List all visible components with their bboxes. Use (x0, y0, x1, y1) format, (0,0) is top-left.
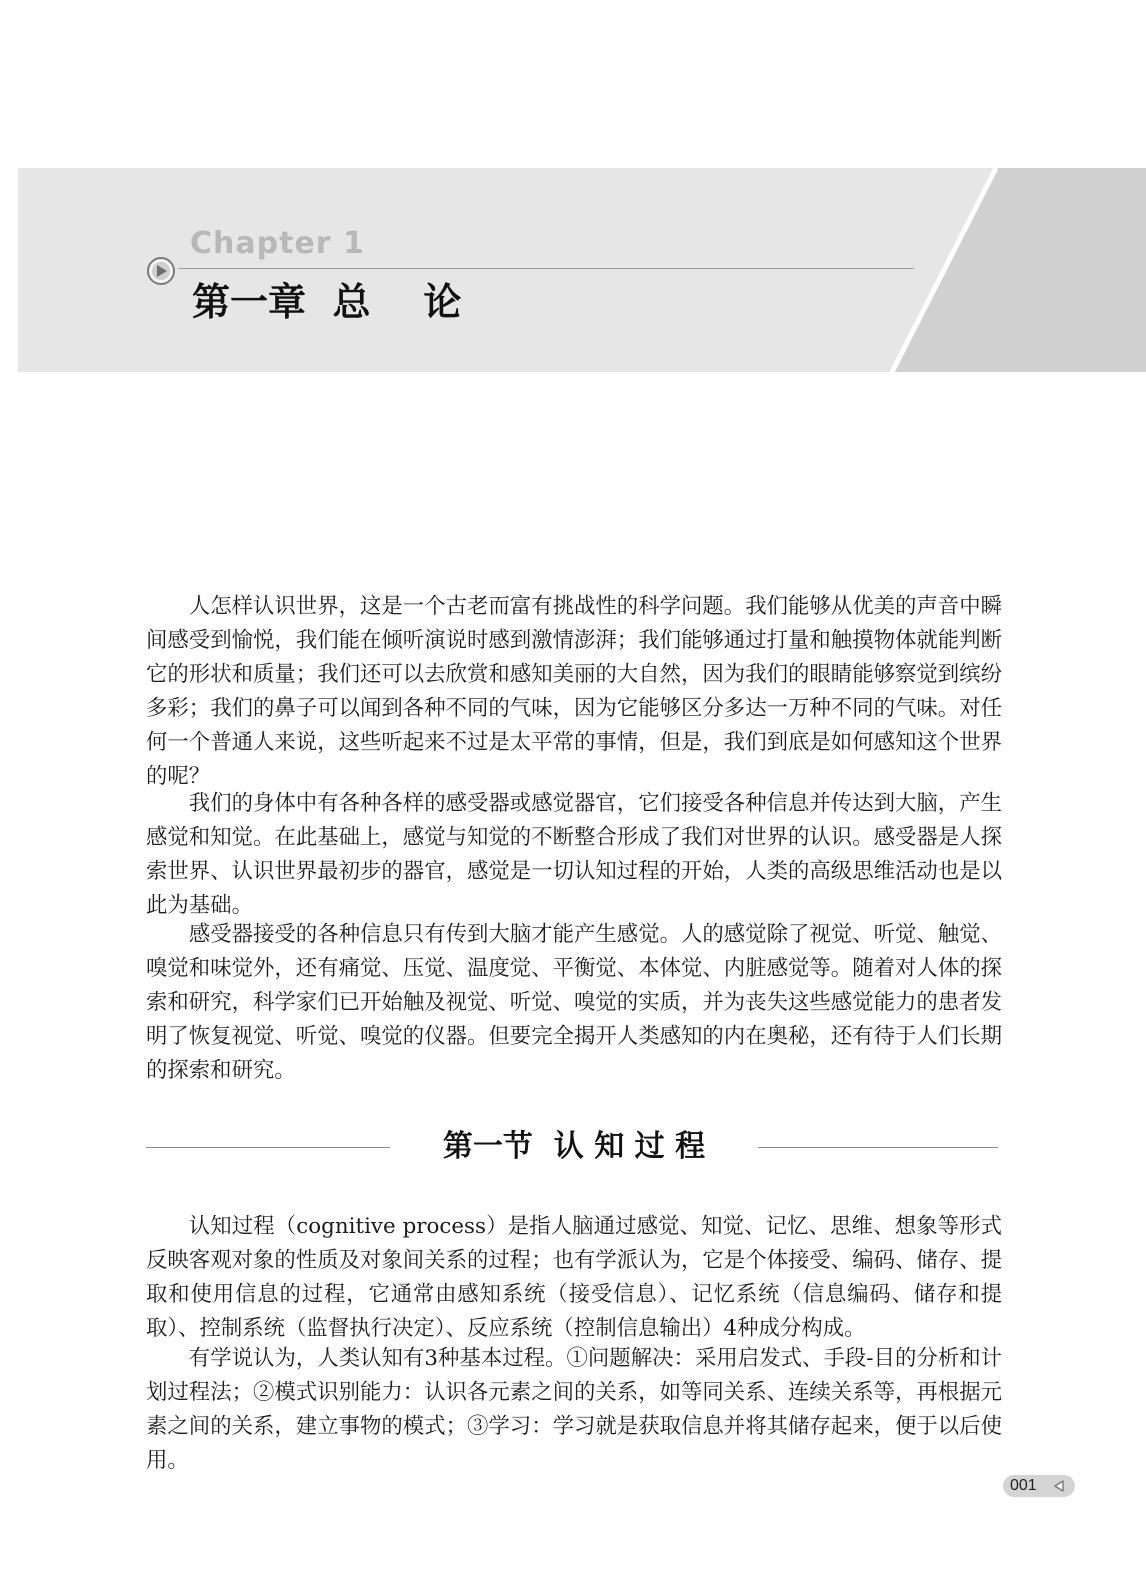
banner-diagonal-stripe (18, 168, 1146, 372)
play-circle-icon (146, 256, 176, 286)
intro-paragraph-2: 我们的身体中有各种各样的感受器或感觉器官，它们接受各种信息并传达到大脑，产生感觉和知觉。在此基础上，感觉与知觉的不断整合形成了我们对世界的认识。感受器是人探索世界、认识世界最初步的器官，感觉是一切认知过程的开始，人类的高级思维活动也是以此为基础。 (146, 791, 1002, 918)
intro-paragraph-1: 人怎样认识世界，这是一个古老而富有挑战性的科学问题。我们能够从优美的声音中瞬间感受到愉悦，我们能在倾听演说时感到激情澎湃；我们能够通过打量和触摸物体就能判断它的形状和质量；我们还可以去欣赏和感知美丽的大自然，因为我们的眼睛能够察觉到缤纷多彩；我们的鼻子可以闻到各种不同的气味，因为它能够区分多达一万种不同的气味。对任何一个普通人来说，这些听起来不过是太平常的事情，但是，我们到底是如何感知这个世界的呢？ (146, 594, 1002, 789)
section-paragraph-2: 有学说认为，人类认知有3种基本过程。①问题解决：采用启发式、手段-目的分析和计划过程法；②模式识别能力：认识各元素之间的关系，如等同关系、连续关系等，再根据元素之间的关系，建立事物的模式；③学习：学习就是获取信息并将其储存起来，便于以后使用。 (146, 1346, 1002, 1473)
chapter-banner (18, 168, 1146, 372)
chapter-label: Chapter 1 (190, 226, 365, 261)
page-number: 001 (1010, 1477, 1037, 1494)
chapter-title: 第一章 总 论 (192, 279, 462, 324)
chapter-divider (178, 268, 914, 269)
section-paragraph-1: 认知过程（cognitive process）是指人脑通过感觉、知觉、记忆、思维、想象等形式反映客观对象的性质及对象间关系的过程；也有学派认为，它是个体接受、编码、储存、提取和使用信息的过程，它通常由感知系统（接受信息）、记忆系统（信息编码、储存和提取）、控制系统（监督执行决定）、反应系统（控制信息输出）4种成分构成。 (146, 1214, 1002, 1341)
section-title: 第一节 认 知 过 程 (442, 1129, 706, 1164)
section-divider-left (146, 1147, 390, 1148)
triangle-left-icon (1052, 1479, 1066, 1493)
section-divider-right (758, 1147, 998, 1148)
intro-paragraph-3: 感受器接受的各种信息只有传到大脑才能产生感觉。人的感觉除了视觉、听觉、触觉、嗅觉和味觉外，还有痛觉、压觉、温度觉、平衡觉、本体觉、内脏感觉等。随着对人体的探索和研究，科学家们已开始触及视觉、听觉、嗅觉的实质，并为丧失这些感觉能力的患者发明了恢复视觉、听觉、嗅觉的仪器。但要完全揭开人类感知的内在奥秘，还有待于人们长期的探索和研究。 (146, 922, 1002, 1083)
